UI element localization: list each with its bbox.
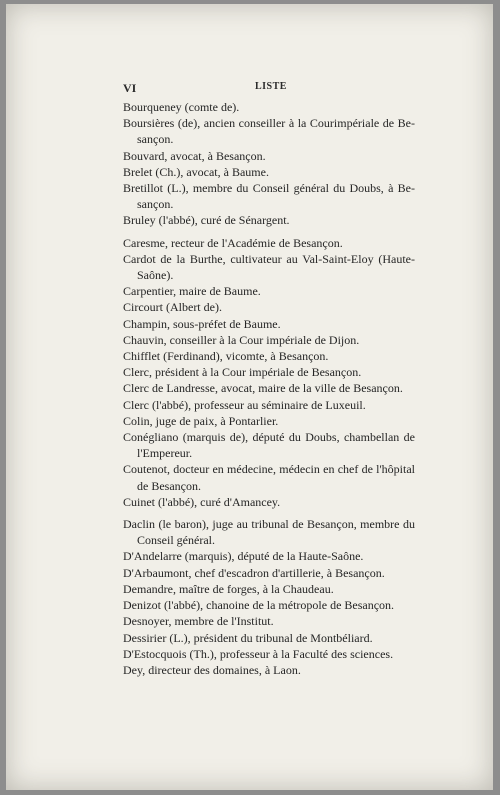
list-entry: Chauvin, conseiller à la Cour impériale de Dijon. — [123, 332, 360, 347]
list-entry: Caresme, recteur de l'Académie de Besançon. — [123, 235, 343, 250]
list-entry: Clerc de Landresse, avocat, maire de la ville de Besançon. — [123, 381, 403, 396]
list-entry: Circourt (Albert de). — [123, 300, 222, 315]
letter-group — [123, 516, 415, 678]
list-entry: Desnoyer, membre de l'Institut. — [123, 614, 274, 629]
page-number: VI — [123, 81, 137, 95]
list-entry: Daclin (le baron), juge au tribunal de Besançon, membre du Conseil général. — [123, 517, 415, 548]
list-entry: Bouvard, avocat, à Besançon. — [123, 148, 266, 163]
page-header — [123, 81, 400, 95]
list-entry: Dessirier (L.), président du tribunal de Montbéliard. — [123, 630, 373, 645]
member-list — [123, 99, 415, 678]
list-entry: Clerc (l'abbé), professeur au séminaire de Luxeuil. — [123, 397, 366, 412]
list-entry: Champin, sous-préfet de Baume. — [123, 316, 281, 331]
list-entry: Bourqueney (comte de). — [123, 100, 240, 114]
list-entry: Conégliano (marquis de), député du Doubs, chambellan de l'Empereur. — [123, 430, 415, 461]
running-head: LISTE — [255, 81, 287, 92]
list-entry: Bretillot (L.), membre du Conseil général du Doubs, à Besançon. — [123, 181, 415, 212]
list-entry: Cardot de la Burthe, cultivateur au Val-Saint-Eloy (Haute-Saône). — [123, 251, 415, 283]
list-entry: Dey, directeur des domaines, à Laon. — [123, 662, 301, 677]
list-entry: Chifflet (Ferdinand), vicomte, à Besançon. — [123, 349, 329, 364]
list-entry: Cuinet (l'abbé), curé d'Amancey. — [123, 494, 281, 509]
list-entry: Colin, juge de paix, à Pontarlier. — [123, 413, 279, 428]
list-entry: Demandre, maître de forges, à la Chaudeau. — [123, 581, 334, 596]
list-entry: Denizot (l'abbé), chanoine de la métropole de Besançon. — [123, 598, 395, 613]
list-entry: D'Andelarre (marquis), député de la Haute-Saône. — [123, 549, 364, 564]
letter-group — [123, 235, 415, 510]
list-entry: Boursières (de), ancien conseiller à la Courimpériale de Besançon. — [123, 116, 415, 147]
list-entry: Carpentier, maire de Baume. — [123, 284, 261, 299]
list-entry: Coutenot, docteur en médecine, médecin en chef de l'hôpital de Besançon. — [123, 462, 415, 493]
list-entry: D'Estocquois (Th.), professeur à la Faculté des sciences. — [123, 646, 394, 661]
list-entry: D'Arbaumont, chef d'escadron d'artillerie, à Besançon. — [123, 565, 385, 580]
list-entry: Clerc, président à la Cour impériale de Besançon. — [123, 365, 362, 380]
list-entry: Brelet (Ch.), avocat, à Baume. — [123, 164, 269, 179]
list-entry: Bruley (l'abbé), curé de Sénargent. — [123, 213, 290, 228]
letter-group — [123, 99, 415, 229]
book-page — [6, 4, 493, 790]
